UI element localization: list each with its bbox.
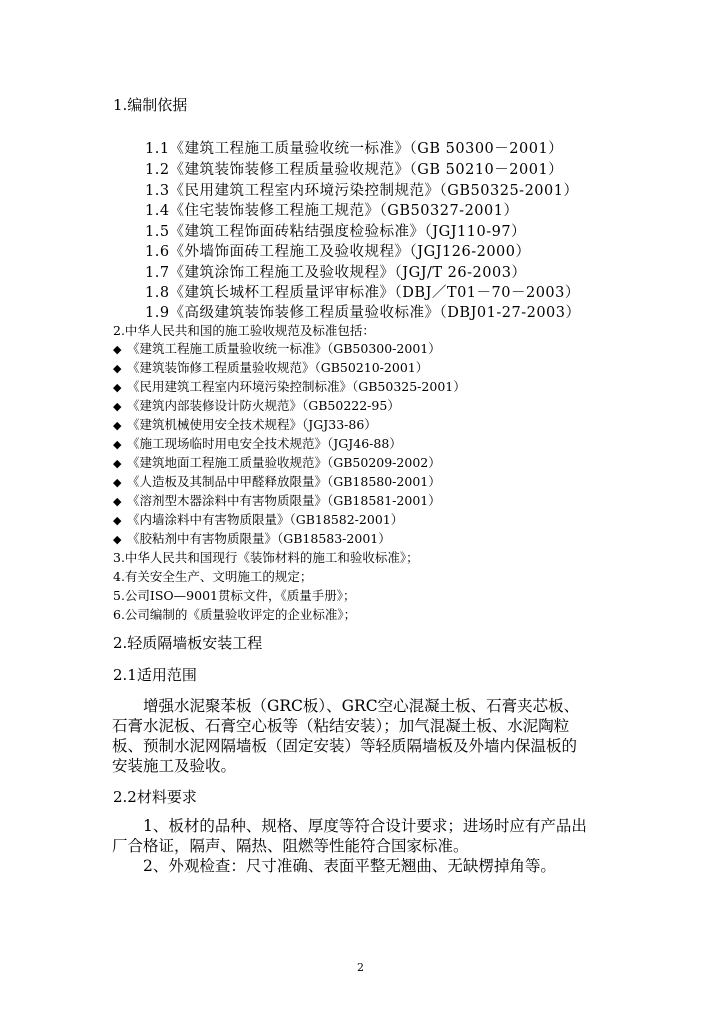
diamond-bullet-icon: ◆ <box>113 476 122 489</box>
standard-item: 1.2《建筑装饰装修工程质量验收规范》（GB 50210－2001） <box>145 162 564 178</box>
paragraph-line: 1、板材的品种、规格、厚度等符合设计要求；进场时应有产品出 <box>143 817 587 835</box>
paragraph-line: 板、预制水泥网隔墙板（固定安装）等轻质隔墙板及外墙内保温板的 <box>112 737 578 755</box>
standard-item: 1.8《建筑长城杯工程质量评审标准》（DBJ／T01－70－2003） <box>145 285 580 301</box>
list-item: 4.有关安全生产、文明施工的规定； <box>113 569 313 584</box>
paragraph-line: 安装施工及验收。 <box>112 757 237 775</box>
subheading-scope: 2.1适用范围 <box>113 666 197 684</box>
list-item <box>113 472 441 490</box>
diamond-bullet-icon: ◆ <box>113 343 122 356</box>
standard-item: 1.6《外墙饰面砖工程施工及验收规程》（JGJ126-2000） <box>145 244 531 260</box>
diamond-bullet-icon: ◆ <box>113 381 122 394</box>
list-item-text: 《施工现场临时用电安全技术规范》（JGJ46-88） <box>127 436 402 451</box>
standard-item: 1.3《民用建筑工程室内环境污染控制规范》（GB50325-2001） <box>145 183 579 199</box>
national-standards-heading: 2.中华人民共和国的施工验收规范及标准包括： <box>113 323 375 338</box>
diamond-bullet-icon: ◆ <box>113 533 122 546</box>
diamond-bullet-icon: ◆ <box>113 457 122 470</box>
standard-item: 1.7《建筑涂饰工程施工及验收规程》（JGJ/T 26-2003） <box>145 265 527 281</box>
list-item-text: 《溶剂型木器涂料中有害物质限量》（GB18581-2001） <box>127 493 441 508</box>
list-item-text: 《民用建筑工程室内环境污染控制标准》（GB50325-2001） <box>127 379 466 394</box>
standard-item: 1.1《建筑工程施工质量验收统一标准》（GB 50300－2001） <box>145 141 564 157</box>
diamond-bullet-icon: ◆ <box>113 495 122 508</box>
list-item <box>113 491 441 509</box>
list-item: 5.公司ISO—9001贯标文件，《质量手册》； <box>113 588 356 603</box>
diamond-bullet-icon: ◆ <box>113 514 122 527</box>
diamond-bullet-icon: ◆ <box>113 438 122 451</box>
list-item <box>113 434 402 452</box>
list-item <box>113 529 391 547</box>
list-item-text: 《建筑机械使用安全技术规程》（JGJ33-86） <box>127 417 377 432</box>
paragraph-line: 2、外观检查：尺寸准确、表面平整无翘曲、无缺楞掉角等。 <box>143 857 556 875</box>
list-item-text: 《胶粘剂中有害物质限量》（GB18583-2001） <box>127 531 391 546</box>
list-item-text: 《建筑地面工程施工质量验收规范》（GB50209-2002） <box>127 455 441 470</box>
list-item <box>113 377 466 395</box>
list-item <box>113 453 441 471</box>
standard-item: 1.9《高级建筑装饰装修工程质量验收标准》（DBJ01-27-2003） <box>145 305 581 321</box>
diamond-bullet-icon: ◆ <box>113 400 122 413</box>
subheading-materials: 2.2材料要求 <box>113 788 197 806</box>
list-item <box>113 358 428 376</box>
list-item-text: 《建筑内部装修设计防火规范》（GB50222-95） <box>127 398 400 413</box>
list-item-text: 《人造板及其制品中甲醛释放限量》（GB18580-2001） <box>127 474 441 489</box>
list-item-text: 《建筑工程施工质量验收统一标准》（GB50300-2001） <box>127 341 441 356</box>
page-number: 2 <box>357 961 364 974</box>
paragraph-line: 厂合格证，隔声、隔热、阻燃等性能符合国家标准。 <box>112 837 469 855</box>
materials-paragraph <box>112 816 622 876</box>
list-item <box>113 510 403 528</box>
list-item-text: 《建筑装饰修工程质量验收规范》（GB50210-2001） <box>127 360 429 375</box>
list-item-text: 《内墙涂料中有害物质限量》（GB18582-2001） <box>127 512 404 527</box>
diamond-bullet-icon: ◆ <box>113 419 122 432</box>
section-heading-partition: 2.轻质隔墙板安装工程 <box>113 634 263 652</box>
diamond-bullet-icon: ◆ <box>113 362 122 375</box>
list-item <box>113 415 377 433</box>
list-item <box>113 339 441 357</box>
list-item: 3.中华人民共和国现行《装饰材料的施工和验收标准》； <box>113 550 419 565</box>
scope-paragraph <box>112 696 622 776</box>
section-heading-basis: 1.编制依据 <box>113 96 188 114</box>
paragraph-line: 增强水泥聚苯板（GRC板）、GRC空心混凝土板、石膏夹芯板、 <box>143 697 580 715</box>
list-item <box>113 396 400 414</box>
list-item: 6.公司编制的《质量验收评定的企业标准》； <box>113 607 357 622</box>
standard-item: 1.5《建筑工程饰面砖粘结强度检验标准》（JGJ110-97） <box>145 224 527 240</box>
standard-item: 1.4《住宅装饰装修工程施工规范》（GB50327-2001） <box>145 203 519 219</box>
paragraph-line: 石膏水泥板、石膏空心板等（粘结安装）；加气混凝土板、水泥陶粒 <box>112 717 570 735</box>
